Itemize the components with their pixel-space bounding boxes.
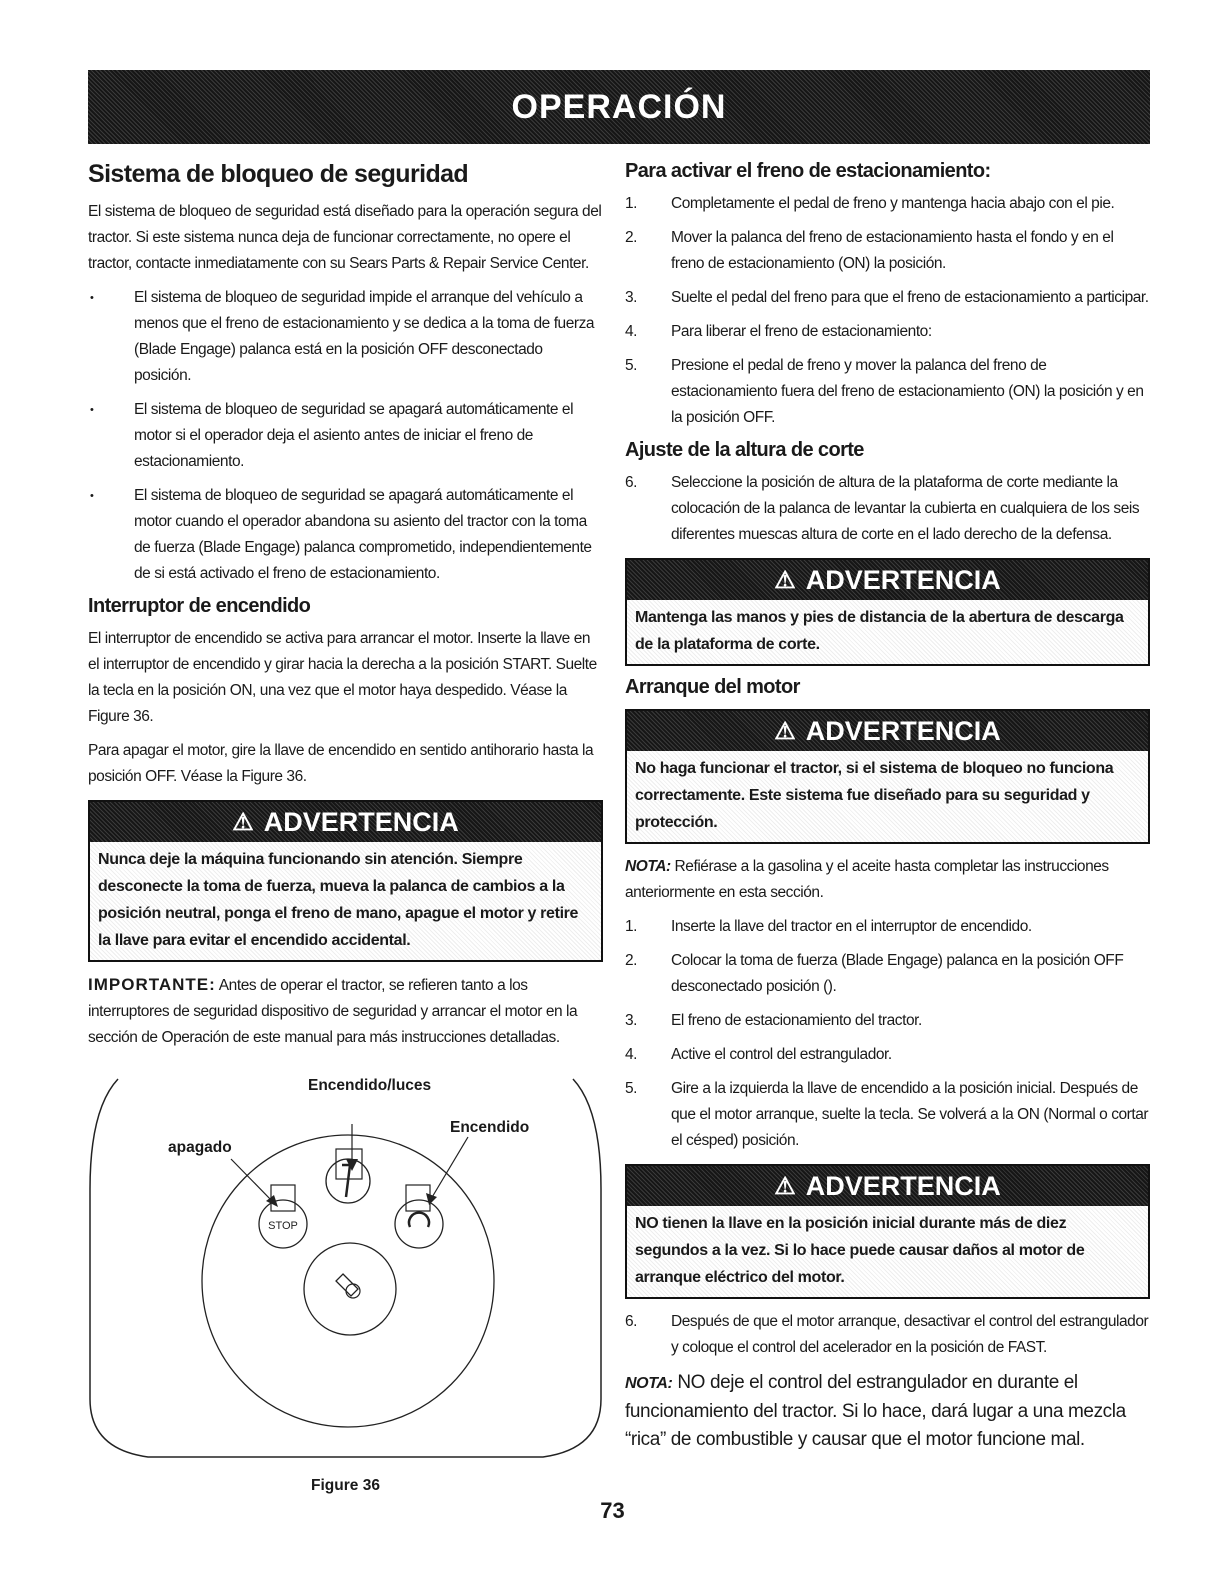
step-number: 3. [625, 289, 638, 306]
important-note [88, 972, 603, 1051]
important-label: IMPORTANTE: [88, 975, 216, 994]
warning-header [627, 1166, 1148, 1206]
warning-title: ADVERTENCIA [805, 715, 1001, 746]
warning-title: ADVERTENCIA [263, 806, 459, 837]
warning-box [625, 558, 1150, 666]
list-item [625, 285, 1150, 311]
list-item [625, 914, 1150, 940]
ignition-paragraph-1: El interruptor de encendido se activa para arrancar el motor. Inserte la llave en el interruptor de encendido y girar hacia la derecha a la posición START. Suelte la tecla en la posición ON, una vez que el motor haya despedido. Véase la Figure 36. [88, 630, 597, 725]
list-item [625, 1042, 1150, 1068]
ignition-paragraph-2: Para apagar el motor, gire la llave de encendido en sentido antihorario hasta la posición OFF. Véase la Figure 36. [88, 742, 594, 785]
warning-box [625, 1164, 1150, 1299]
list-item [625, 191, 1150, 217]
step-number: 6. [625, 474, 638, 491]
step-text: Presione el pedal de freno y mover la palanca del freno de estacionamiento fuera del freno de estacionamiento (ON) la posición y en la posición OFF. [671, 357, 1144, 426]
nota-label: NOTA: [625, 858, 671, 875]
step-number: 4. [625, 1046, 638, 1063]
warning-box [88, 800, 603, 962]
warning-text: No haga funcionar el tractor, si el sistema de bloqueo no funciona correctamente. Este sistema fue diseñado para su seguridad y protección. [627, 751, 1148, 842]
figure-label-off: apagado [168, 1139, 232, 1156]
nota-fuel [625, 854, 1150, 906]
left-column [88, 160, 603, 1494]
step-text: Gire a la izquierda la llave de encendido a la posición inicial. Después de que el motor arranque, suelte la tecla. Se volverá a la ON (Normal o cortar el césped) posición. [671, 1080, 1149, 1149]
nota-text: NO deje el control del estrangulador en durante el funcionamiento del tractor. Si lo hace, dará lugar a una mezcla “rica” de combustible y causar que el motor funcione mal. [625, 1372, 1126, 1450]
important-text: Antes de operar el tractor, se refieren tanto a los interruptores de seguridad dispositivo de seguridad y arrancar el motor en la sección de Operación de este manual para más instrucciones detalladas. [88, 977, 578, 1046]
step-number: 1. [625, 918, 638, 935]
step-number: 5. [625, 1080, 638, 1097]
warning-triangle-icon: ⚠ [774, 717, 796, 745]
step-text: Después de que el motor arranque, desactivar el control del estrangulador y coloque el control del acelerador en la posición de FAST. [671, 1313, 1149, 1356]
section-banner [88, 70, 1150, 144]
list-item [625, 353, 1150, 431]
warning-triangle-icon: ⚠ [774, 566, 796, 594]
cutting-height-heading: Ajuste de la altura de corte [625, 439, 864, 461]
step-text: Completamente el pedal de freno y mantenga hacia abajo con el pie. [671, 195, 1115, 212]
step-number: 4. [625, 323, 638, 340]
parking-brake-heading: Para activar el freno de estacionamiento: [625, 160, 991, 182]
nota-choke [625, 1369, 1150, 1454]
list-item [625, 1008, 1150, 1034]
warning-text: Mantenga las manos y pies de distancia de la abertura de descarga de la plataforma de corte. [627, 600, 1148, 664]
list-item [625, 319, 1150, 345]
ignition-switch-heading: Interruptor de encendido [88, 595, 311, 617]
ignition-figure [88, 1069, 603, 1494]
parking-steps-list [625, 191, 1150, 431]
step-text: Seleccione la posición de altura de la plataforma de corte mediante la colocación de la palanca de levantar la cubierta en cualquiera de los seis diferentes muescas altura de corte en el lado derecho de la defensa. [671, 474, 1140, 543]
banner-title: OPERACIÓN [511, 87, 727, 126]
warning-text: Nunca deje la máquina funcionando sin atención. Siempre desconecte la toma de fuerza, mueva la palanca de cambios a la posición neutral, ponga el freno de mano, apague el motor y retire la llave para evitar el encendido accidental. [90, 842, 601, 960]
step-number: 1. [625, 195, 638, 212]
step-text: Active el control del estrangulador. [671, 1046, 892, 1063]
cutting-height-steps-list [625, 470, 1150, 548]
step-text: Colocar la toma de fuerza (Blade Engage) palanca en la posición OFF desconectado posición (). [671, 952, 1124, 995]
warning-title: ADVERTENCIA [805, 564, 1001, 595]
safety-interlock-heading: Sistema de bloqueo de seguridad [88, 160, 469, 188]
step-number: 3. [625, 1012, 638, 1029]
warning-triangle-icon: ⚠ [774, 1172, 796, 1200]
list-item [625, 1309, 1150, 1361]
step-text: El freno de estacionamiento del tractor. [671, 1012, 922, 1029]
list-item: • El sistema de bloqueo de seguridad se apagará automáticamente el motor cuando el operador abandona su asiento del tractor con la toma de fuerza (Blade Engage) palanca comprometido, independientemente de si está activado el freno de estacionamiento. [88, 483, 603, 587]
list-item [625, 225, 1150, 277]
warning-header [627, 560, 1148, 600]
warning-title: ADVERTENCIA [805, 1170, 1001, 1201]
warning-triangle-icon: ⚠ [232, 808, 254, 836]
list-item: • El sistema de bloqueo de seguridad impide el arranque del vehículo a menos que el freno de estacionamiento y se dedica a la toma de fuerza (Blade Engage) palanca está en la posición OFF desconectado posición. [88, 285, 603, 389]
warning-text: NO tienen la llave en la posición inicial durante más de diez segundos a la vez. Si lo hace puede causar daños al motor de arranque eléctrico del motor. [627, 1206, 1148, 1297]
step-text: Inserte la llave del tractor en el interruptor de encendido. [671, 918, 1032, 935]
engine-start-steps-list [625, 914, 1150, 1154]
step-text: Mover la palanca del freno de estacionamiento hasta el fondo y en el freno de estacionamiento (ON) la posición. [671, 229, 1114, 272]
step-text: Suelte el pedal del freno para que el freno de estacionamiento a participar. [671, 289, 1149, 306]
step-number: 6. [625, 1313, 638, 1330]
list-item [625, 1076, 1150, 1154]
engine-start-icon [395, 1185, 443, 1248]
nota-label: NOTA: [625, 1375, 673, 1392]
lights-icon [326, 1149, 370, 1203]
step-number: 2. [625, 952, 638, 969]
figure-label-on: Encendido [450, 1119, 530, 1136]
after-start-steps-list [625, 1309, 1150, 1361]
warning-header [90, 802, 601, 842]
safety-intro: El sistema de bloqueo de seguridad está diseñado para la operación segura del tractor. Si este sistema nunca deja de funcionar correctamente, no opere el tractor, contacte inmediatamente con su Sears Parts & Repair Service Center. [88, 203, 602, 272]
step-number: 2. [625, 229, 638, 246]
step-number: 5. [625, 357, 638, 374]
engine-start-heading: Arranque del motor [625, 676, 800, 698]
nota-text: Refiérase a la gasolina y el aceite hasta completar las instrucciones anteriormente en esta sección. [625, 858, 1109, 901]
safety-bullet-list [88, 285, 603, 587]
key-slot-icon [336, 1274, 360, 1298]
figure-caption: Figure 36 [311, 1477, 380, 1494]
page-number: 73 [600, 1498, 625, 1523]
right-column [625, 160, 1150, 1454]
warning-header [627, 711, 1148, 751]
warning-box [625, 709, 1150, 844]
figure-label-lights: Encendido/luces [308, 1077, 432, 1094]
stop-text: STOP [268, 1220, 298, 1232]
step-text: Para liberar el freno de estacionamiento: [671, 323, 932, 340]
list-item: • El sistema de bloqueo de seguridad se apagará automáticamente el motor si el operador deja el asiento antes de iniciar el freno de estacionamiento. [88, 397, 603, 475]
list-item [625, 470, 1150, 548]
list-item [625, 948, 1150, 1000]
